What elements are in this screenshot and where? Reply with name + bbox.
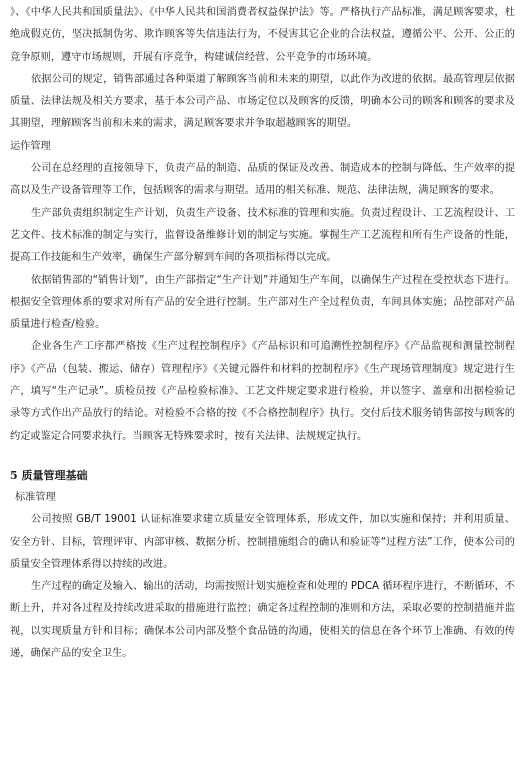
paragraph-pdca-cycle: 生产过程的确定及输入、输出的活动，均需按照计划实施检查和处理的 PDCA 循环程序进行，不断循环，不断上升，并对各过程及持续改进采取的措施进行监控；确定各过程控制的准则和方法，采取必要的控制措施并监视，以实现质量方针和目标；确保本公司内部及整个食品链的沟通，使相关的信息在各个环节上准确、有效的传递，确保产品的安全卫生。 <box>10 581 515 660</box>
heading-standard-management: 标准管理 <box>15 491 56 503</box>
paragraph-production-procedures: 企业各生产工序都严格按《生产过程控制程序》《产品标识和可追溯性控制程序》《产品监视和测量控制程序》《产品（包装、搬运、储存）管理程序》《关键元器件和材料的控制程序》《生产现场管理制度》规定进行生产，填写“生产记录”。质检员按《产品检验标准》、工艺文件规定要求进行检验，并以签字、盖章和出据检验记录等方式作出产品放行的结论。对检验不合格的按《不合格控制程序》执行。交付后技术服务销售部按与顾客的约定或鉴定合同要求执行。当顾客无特殊要求时，按有关法律、法规规定执行。 <box>10 341 515 442</box>
paragraph-production-department: 生产部负责组织制定生产计划，负责生产设备、技术标准的管理和实施。负责过程设计、工艺流程设计、工艺文件、技术标准的制定与实行，监督设备维修计划的制定与实施。掌握生产工艺流程和所有生产设备的性能，提高工作技能和生产效率，确保生产部分解到车间的各项指标得以完成。 <box>10 207 515 264</box>
paragraph-production-plan: 依据销售部的“销售计划”，由生产部指定“生产计划”并通知生产车间，以确保生产过程在受控状态下进行。根据安全管理体系的要求对所有产品的安全进行控制。生产部对生产全过程负责，车间具体实施；品控部对产品质量进行检查/检验。 <box>10 274 515 331</box>
paragraph-gbt19001-system: 公司按照 GB/T 19001 认证标准要求建立质量安全管理体系，形成文件，加以实施和保持；并利用质量、安全方针、目标，管理评审、内部审核、数据分析、控制措施组合的确认和验证等“过程方法”工作，使本公司的质量安全管理体系得以持续的改进。 <box>10 514 515 570</box>
paragraph-general-manager: 公司在总经理的直接领导下，负责产品的制造、品质的保证及改善、制造成本的控制与降低、生产效率的提高以及生产设备管理等工作，包括顾客的需求与期望。适用的相关标准、规范、法律法规，满足顾客的要求。 <box>10 163 515 197</box>
paragraph-legal-compliance: 》、《中华人民共和国质量法》、《中华人民共和国消费者权益保护法》等。严格执行产品标准，满足顾客要求，杜绝成假克仿，坚决抵制伪劣、欺诈顾客等失信违法行为，不侵害其它企业的合法权益，遵循公平、公开、公正的竞争原则，遵守市场规则，开展有序竞争，构建诚信经营、公平竞争的市场环境。 <box>10 7 515 63</box>
heading-quality-management-basis: 5 质量管理基础 <box>10 468 88 482</box>
heading-operations-management: 运作管理 <box>10 140 51 152</box>
paragraph-customer-expectations: 依据公司的规定，销售部通过各种渠道了解顾客当前和未来的期望，以此作为改进的依据。最高管理层依据质量、法律法规及相关方要求，基于本公司产品、市场定位以及顾客的反馈，明确本公司的顾客和顾客的要求及其期望，理解顾客当前和未来的需求，满足顾客要求并争取超越顾客的期望。 <box>10 73 515 130</box>
section-gap <box>10 448 515 465</box>
